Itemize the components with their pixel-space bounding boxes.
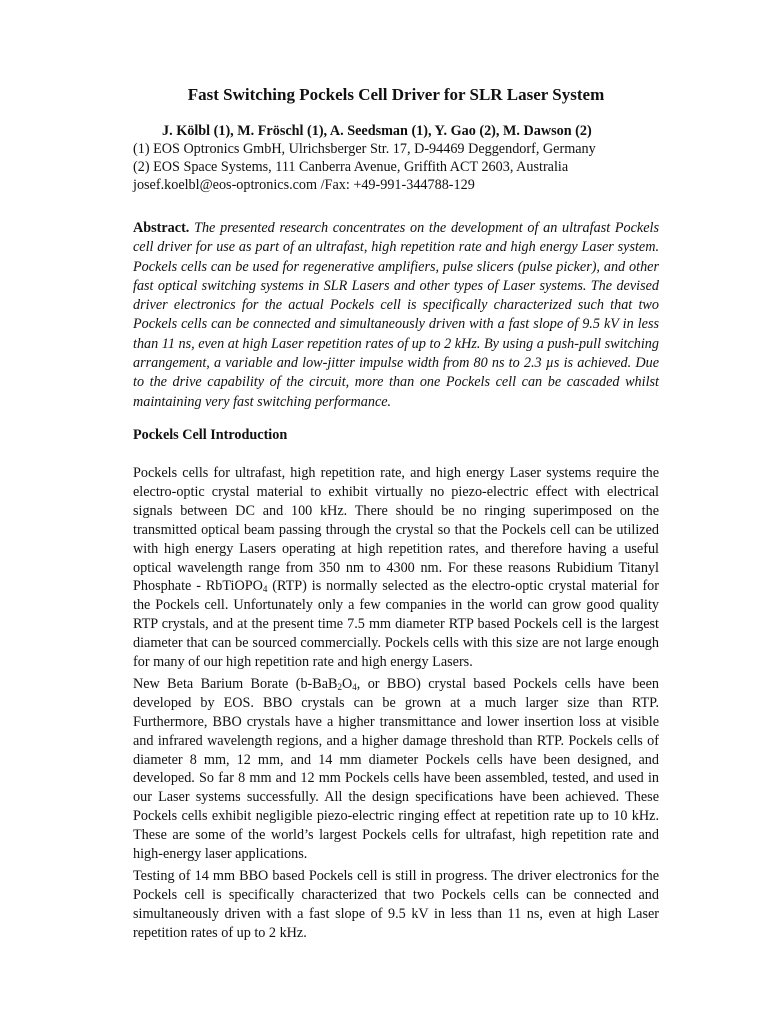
paragraph-1-text-a: Pockels cells for ultrafast, high repetition rate, and high energy Laser systems require the electro-optic crystal material to exhibit virtually no piezo-electric effect with electrical signals between DC and 100 kHz. There should be no ringing superimposed on the transmitted optical beam passing through the crystal so that the Pockels cell can be utilized with high energy Lasers operating at high repetition rates, and therefore having a useful optical wavelength range from 350 nm to 4300 nm. For these reasons Rubidium Titanyl Phosphate - RbTiOPO	[133, 464, 659, 595]
author-list: J. Kölbl (1), M. Fröschl (1), A. Seedsman (1), Y. Gao (2), M. Dawson (2)	[162, 123, 592, 139]
body-paragraph-3: Testing of 14 mm BBO based Pockels cell is still in progress. The driver electronics for the Pockels cell is specifically characterized that two Pockels cells can be connected and simultaneously driven with a fast slope of 9.5 kV in less than 11 ns, even at high Laser repetition rates of up to 2 kHz.	[133, 868, 659, 941]
paragraph-2-subscript-1: 2	[337, 681, 342, 692]
body-paragraph-1	[133, 464, 659, 672]
abstract-text: The presented research concentrates on the development of an ultrafast Pockels cell driver for use as part of an ultrafast, high repetition rate and high energy Laser system. Pockels cells can be used for regenerative amplifiers, pulse slicers (pulse picker), and other fast optical switching systems in SLR Lasers and other types of Laser systems. The devised driver electronics for the actual Pockels cell is specifically characterized such that two Pockels cells can be connected and simultaneously driven with a fast slope of 9.5 kV in less than 11 ns, even at high Laser repetition rates of up to 2 kHz. By using a push-pull switching arrangement, a variable and low-jitter impulse width from 80 ns to 2.3 µs is achieved. Due to the drive capability of the circuit, more than one Pockels cell can be cascaded whilst maintaining very fast switching performance.	[133, 220, 659, 410]
paragraph-1-subscript: 4	[262, 584, 268, 595]
paragraph-2-text-b: O	[342, 675, 353, 692]
paragraph-2-text-a: New Beta Barium Borate (b-BaB	[133, 675, 338, 692]
paper-page	[133, 84, 659, 943]
paragraph-1-text-b: (RTP) is normally selected as the electro-optic crystal material for the Pockels cell. Unfortunately only a few companies in the world can grow good quality RTP crystals, and at the present time 7.5 mm diameter RTP based Pockels cell is the largest diameter that can be sourced commercially. Pockels cells with this size are not large enough for many of our high repetition rate and high energy Lasers.	[133, 578, 659, 671]
body-paragraph-2	[133, 675, 659, 864]
abstract-label: Abstract.	[133, 220, 190, 236]
affiliation-2: (2) EOS Space Systems, 111 Canberra Avenue, Griffith ACT 2603, Australia	[133, 159, 569, 175]
abstract	[133, 219, 659, 412]
author-block	[133, 122, 659, 194]
paragraph-2-subscript-2: 4	[352, 681, 357, 692]
paragraph-2-text-c: , or BBO) crystal based Pockels cells have been developed by EOS. BBO crystals can be grown at a much larger size than RTP. Furthermore, BBO crystals have a higher transmittance and lower insertion loss at visible and infrared wavelength regions, and a higher damage threshold than RTP. Pockels cells of diameter 8 mm, 12 mm, and 14 mm diameter Pockels cells have been designed, and developed. So far 8 mm and 12 mm Pockels cells have been assembled, tested, and used in our Laser systems successfully. All the design specifications have been achieved. These Pockels cells exhibit negligible piezo-electric ringing effect at repetition rate up to 10 kHz. These are some of the world’s largest Pockels cells for ultrafast, high repetition rate and high-energy laser applications.	[133, 675, 659, 863]
affiliation-1: (1) EOS Optronics GmbH, Ulrichsberger Str. 17, D-94469 Deggendorf, Germany	[133, 141, 596, 157]
section-heading: Pockels Cell Introduction	[133, 426, 288, 443]
contact-line: josef.koelbl@eos-optronics.com /Fax: +49-991-344788-129	[133, 177, 475, 193]
paper-title: Fast Switching Pockels Cell Driver for SLR Laser System	[187, 85, 605, 104]
